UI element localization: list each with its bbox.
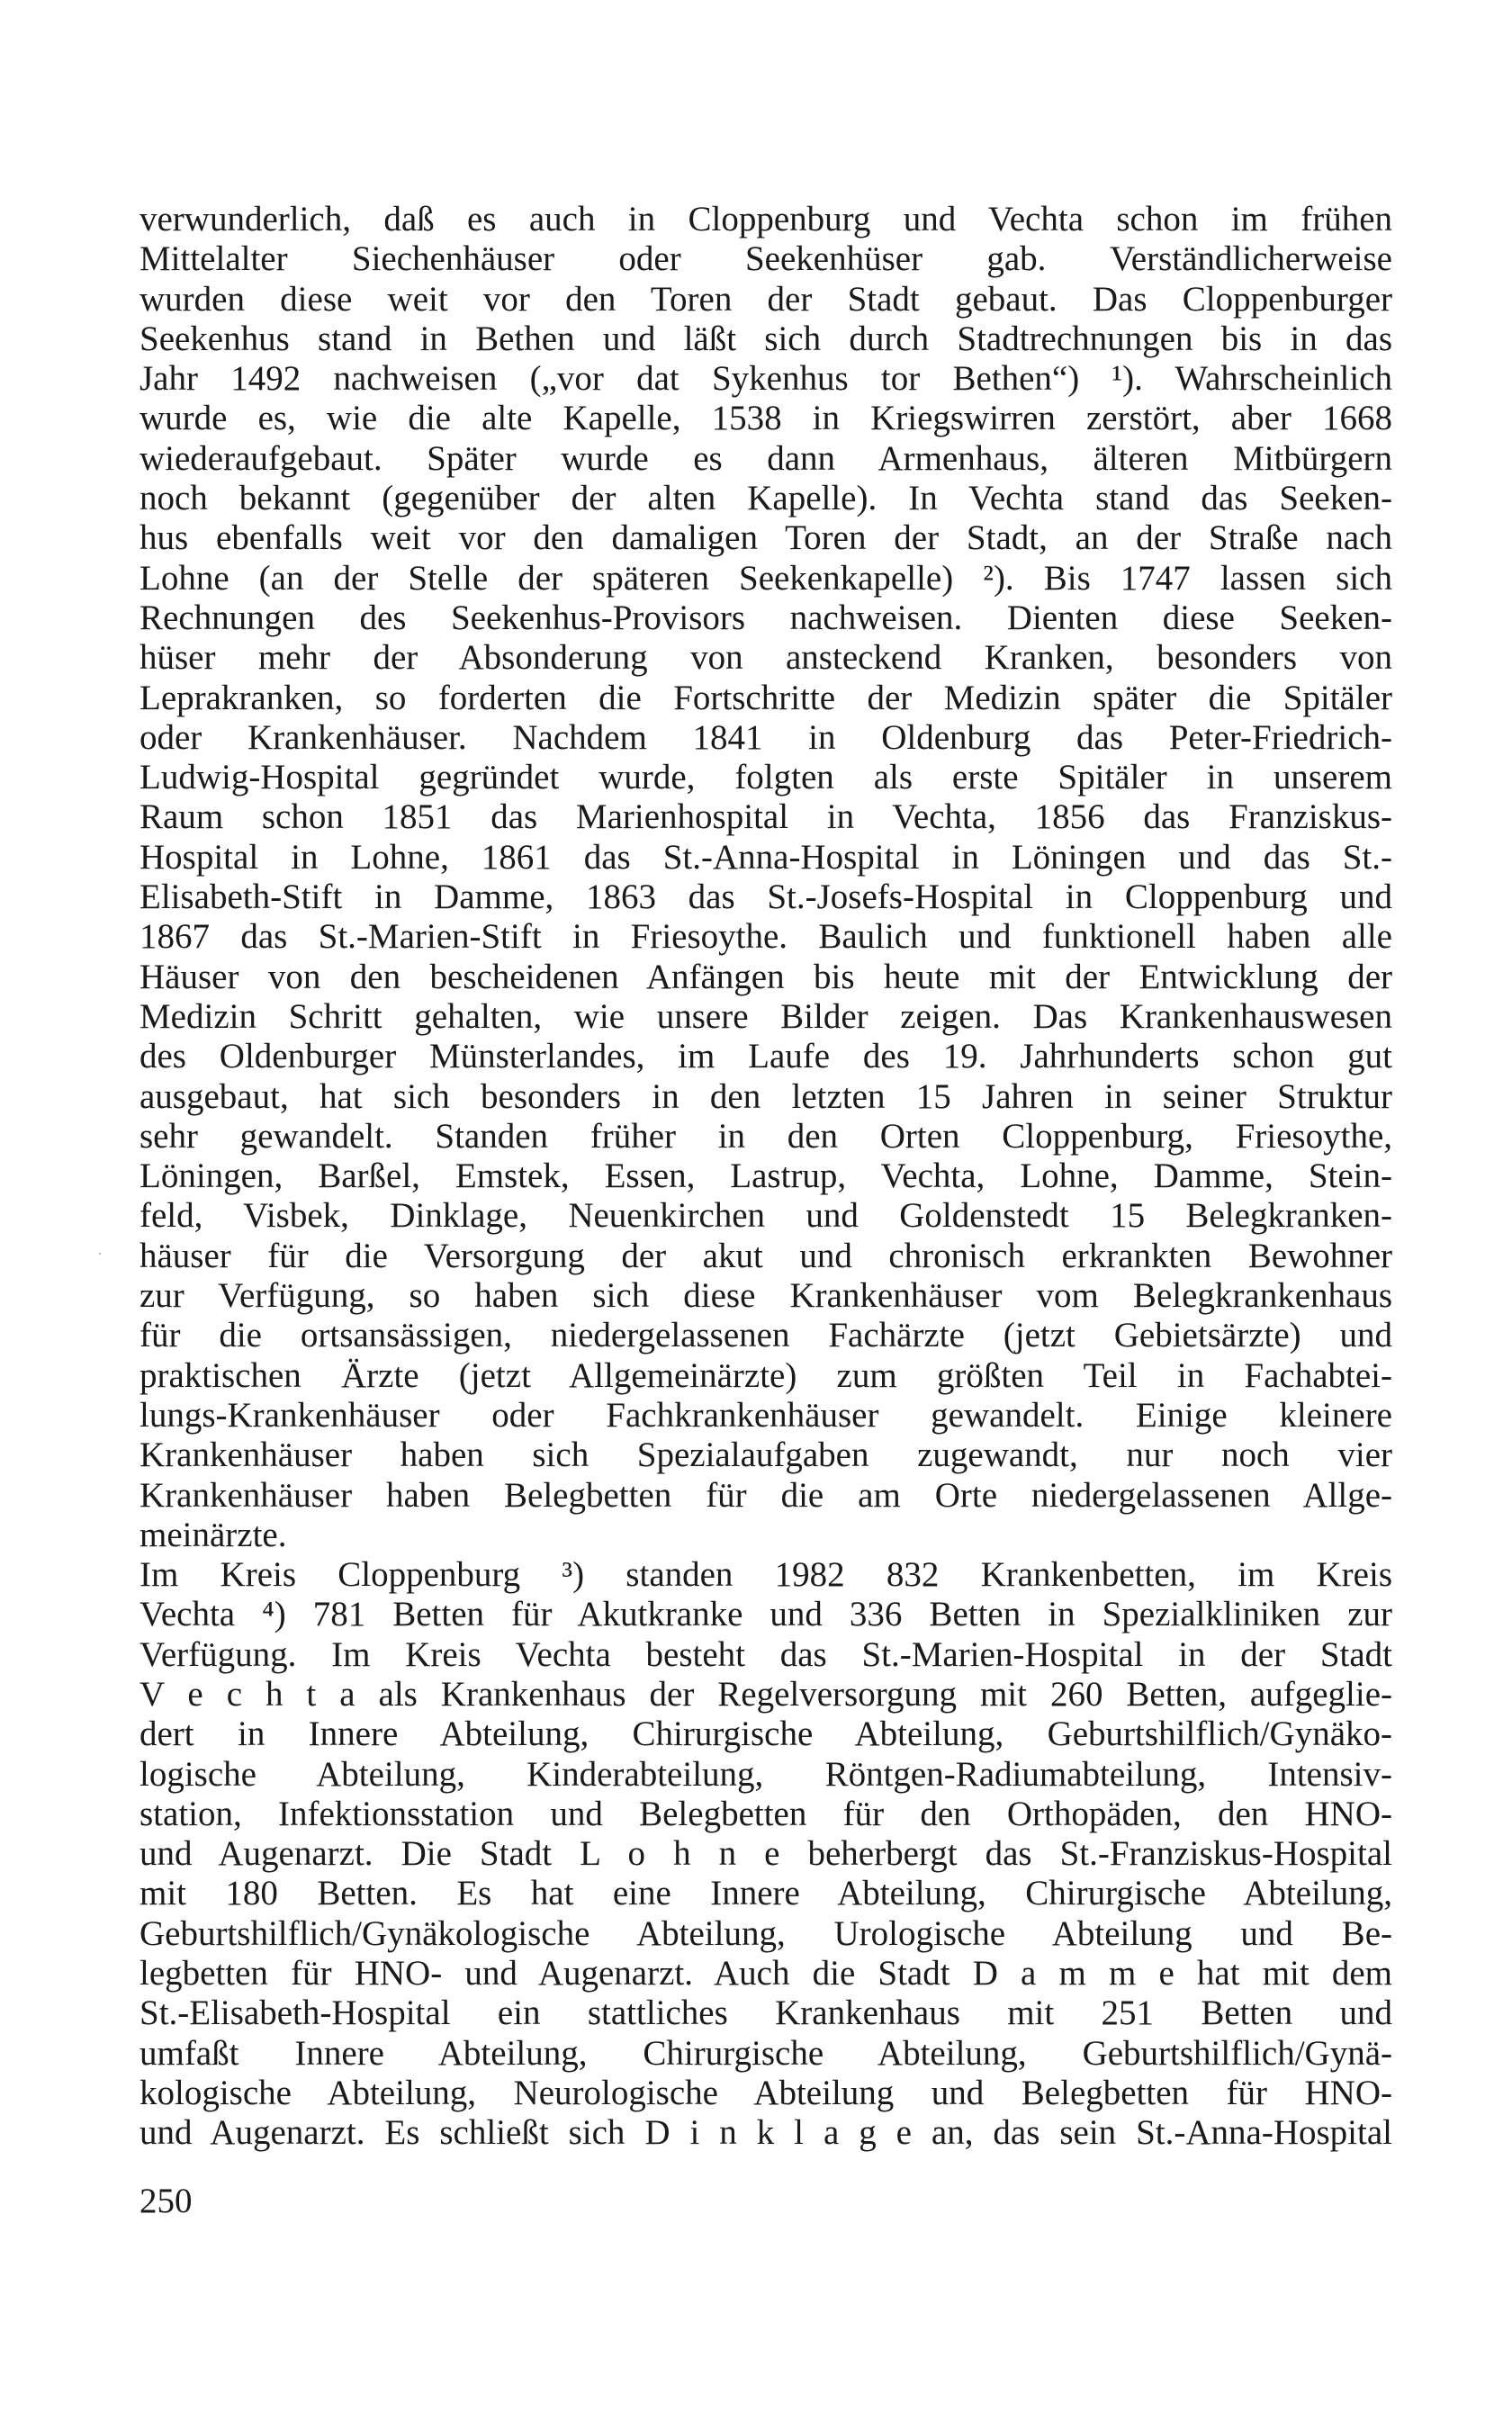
text-line: Lohne (an der Stelle der späteren Seekenkapelle) ²). Bis 1747 lassen sich bbox=[140, 558, 1392, 598]
text-line: Krankenhäuser haben Belegbetten für die am Orte niedergelassenen Allge- bbox=[140, 1475, 1392, 1515]
text-line: Löningen, Barßel, Emstek, Essen, Lastrup, Vechta, Lohne, Damme, Stein- bbox=[140, 1156, 1392, 1196]
text-line: Mittelalter Siechenhäuser oder Seekenhüser gab. Verständlicherweise bbox=[140, 239, 1392, 279]
body-text bbox=[140, 200, 1392, 2154]
text-line: station, Infektionsstation und Belegbetten für den Orthopäden, den HNO- bbox=[140, 1794, 1392, 1833]
text-line: Hospital in Lohne, 1861 das St.-Anna-Hospital in Löningen und das St.- bbox=[140, 837, 1392, 877]
text-line: umfaßt Innere Abteilung, Chirurgische Abteilung, Geburtshilflich/Gynä- bbox=[140, 2033, 1392, 2073]
text-line: oder Krankenhäuser. Nachdem 1841 in Oldenburg das Peter-Friedrich- bbox=[140, 717, 1392, 757]
text-line: und Augenarzt. Es schließt sich D i n k l a g e an, das sein St.-Anna-Hospital bbox=[140, 2113, 1392, 2153]
text-line: St.-Elisabeth-Hospital ein stattliches Krankenhaus mit 251 Betten und bbox=[140, 1994, 1392, 2033]
text-line: Krankenhäuser haben sich Spezialaufgaben zugewandt, nur noch vier bbox=[140, 1436, 1392, 1475]
text-line: Vechta ⁴) 781 Betten für Akutkranke und 336 Betten in Spezialkliniken zur bbox=[140, 1595, 1392, 1634]
text-line: hüser mehr der Absonderung von ansteckend Kranken, besonders von bbox=[140, 638, 1392, 678]
text-line: V e c h t a als Krankenhaus der Regelversorgung mit 260 Betten, aufgeglie- bbox=[140, 1674, 1392, 1714]
text-line: Verfügung. Im Kreis Vechta besteht das St.-Marien-Hospital in der Stadt bbox=[140, 1634, 1392, 1674]
text-line: 1867 das St.-Marien-Stift in Friesoythe. Baulich und funktionell haben alle bbox=[140, 917, 1392, 957]
text-line: feld, Visbek, Dinklage, Neuenkirchen und Goldenstedt 15 Belegkranken- bbox=[140, 1196, 1392, 1236]
text-line: logische Abteilung, Kinderabteilung, Röntgen-Radiumabteilung, Intensiv- bbox=[140, 1754, 1392, 1794]
text-line: Geburtshilflich/Gynäkologische Abteilung, Urologische Abteilung und Be- bbox=[140, 1913, 1392, 1953]
text-line: für die ortsansässigen, niedergelassenen Fachärzte (jetzt Gebietsärzte) und bbox=[140, 1316, 1392, 1355]
text-line: wiederaufgebaut. Später wurde es dann Armenhaus, älteren Mitbürgern bbox=[140, 438, 1392, 478]
text-line: praktischen Ärzte (jetzt Allgemeinärzte) zum größten Teil in Fachabtei- bbox=[140, 1355, 1392, 1395]
text-line: und Augenarzt. Die Stadt L o h n e beherbergt das St.-Franziskus-Hospital bbox=[140, 1834, 1392, 1874]
text-line: hus ebenfalls weit vor den damaligen Toren der Stadt, an der Straße nach bbox=[140, 518, 1392, 558]
text-line: Häuser von den bescheidenen Anfängen bis heute mit der Entwicklung der bbox=[140, 957, 1392, 996]
text-line: Im Kreis Cloppenburg ³) standen 1982 832 Krankenbetten, im Kreis bbox=[140, 1555, 1392, 1595]
text-line: meinärzte. bbox=[140, 1515, 287, 1554]
page-number: 250 bbox=[140, 2182, 193, 2220]
text-line: noch bekannt (gegenüber der alten Kapelle). In Vechta stand das Seeken- bbox=[140, 479, 1392, 518]
text-line: Medizin Schritt gehalten, wie unsere Bilder zeigen. Das Krankenhauswesen bbox=[140, 996, 1392, 1036]
margin-dot bbox=[99, 1253, 101, 1255]
text-line: zur Verfügung, so haben sich diese Krankenhäuser vom Belegkrankenhaus bbox=[140, 1276, 1392, 1316]
text-line: mit 180 Betten. Es hat eine Innere Abteilung, Chirurgische Abteilung, bbox=[140, 1874, 1392, 1913]
text-line: sehr gewandelt. Standen früher in den Orten Cloppenburg, Friesoythe, bbox=[140, 1116, 1392, 1156]
text-line: dert in Innere Abteilung, Chirurgische Abteilung, Geburtshilflich/Gynäko- bbox=[140, 1714, 1392, 1754]
text-line: Elisabeth-Stift in Damme, 1863 das St.-Josefs-Hospital in Cloppenburg und bbox=[140, 878, 1392, 917]
text-line: Leprakranken, so forderten die Fortschritte der Medizin später die Spitäler bbox=[140, 678, 1392, 717]
text-line: des Oldenburger Münsterlandes, im Laufe des 19. Jahrhunderts schon gut bbox=[140, 1037, 1392, 1076]
text-line: verwunderlich, daß es auch in Cloppenburg und Vechta schon im frühen bbox=[140, 200, 1392, 238]
text-line: lungs-Krankenhäuser oder Fachkrankenhäuser gewandelt. Einige kleinere bbox=[140, 1395, 1392, 1435]
text-line: legbetten für HNO- und Augenarzt. Auch die Stadt D a m m e hat mit dem bbox=[140, 1954, 1392, 1994]
text-line: wurde es, wie die alte Kapelle, 1538 in Kriegswirren zerstört, aber 1668 bbox=[140, 399, 1392, 438]
text-line: kologische Abteilung, Neurologische Abteilung und Belegbetten für HNO- bbox=[140, 2073, 1392, 2112]
text-line: ausgebaut, hat sich besonders in den letzten 15 Jahren in seiner Struktur bbox=[140, 1076, 1392, 1116]
text-line: Seekenhus stand in Bethen und läßt sich durch Stadtrechnungen bis in das bbox=[140, 319, 1392, 358]
text-line: Raum schon 1851 das Marienhospital in Vechta, 1856 das Franziskus- bbox=[140, 797, 1392, 837]
text-line: Ludwig-Hospital gegründet wurde, folgten als erste Spitäler in unserem bbox=[140, 758, 1392, 797]
text-line: Jahr 1492 nachweisen („vor dat Sykenhus tor Bethen“) ¹). Wahrscheinlich bbox=[140, 359, 1392, 399]
text-line: häuser für die Versorgung der akut und chronisch erkrankten Bewohner bbox=[140, 1236, 1392, 1275]
text-line: wurden diese weit vor den Toren der Stadt gebaut. Das Cloppenburger bbox=[140, 279, 1392, 319]
text-line: Rechnungen des Seekenhus-Provisors nachweisen. Dienten diese Seeken- bbox=[140, 598, 1392, 637]
